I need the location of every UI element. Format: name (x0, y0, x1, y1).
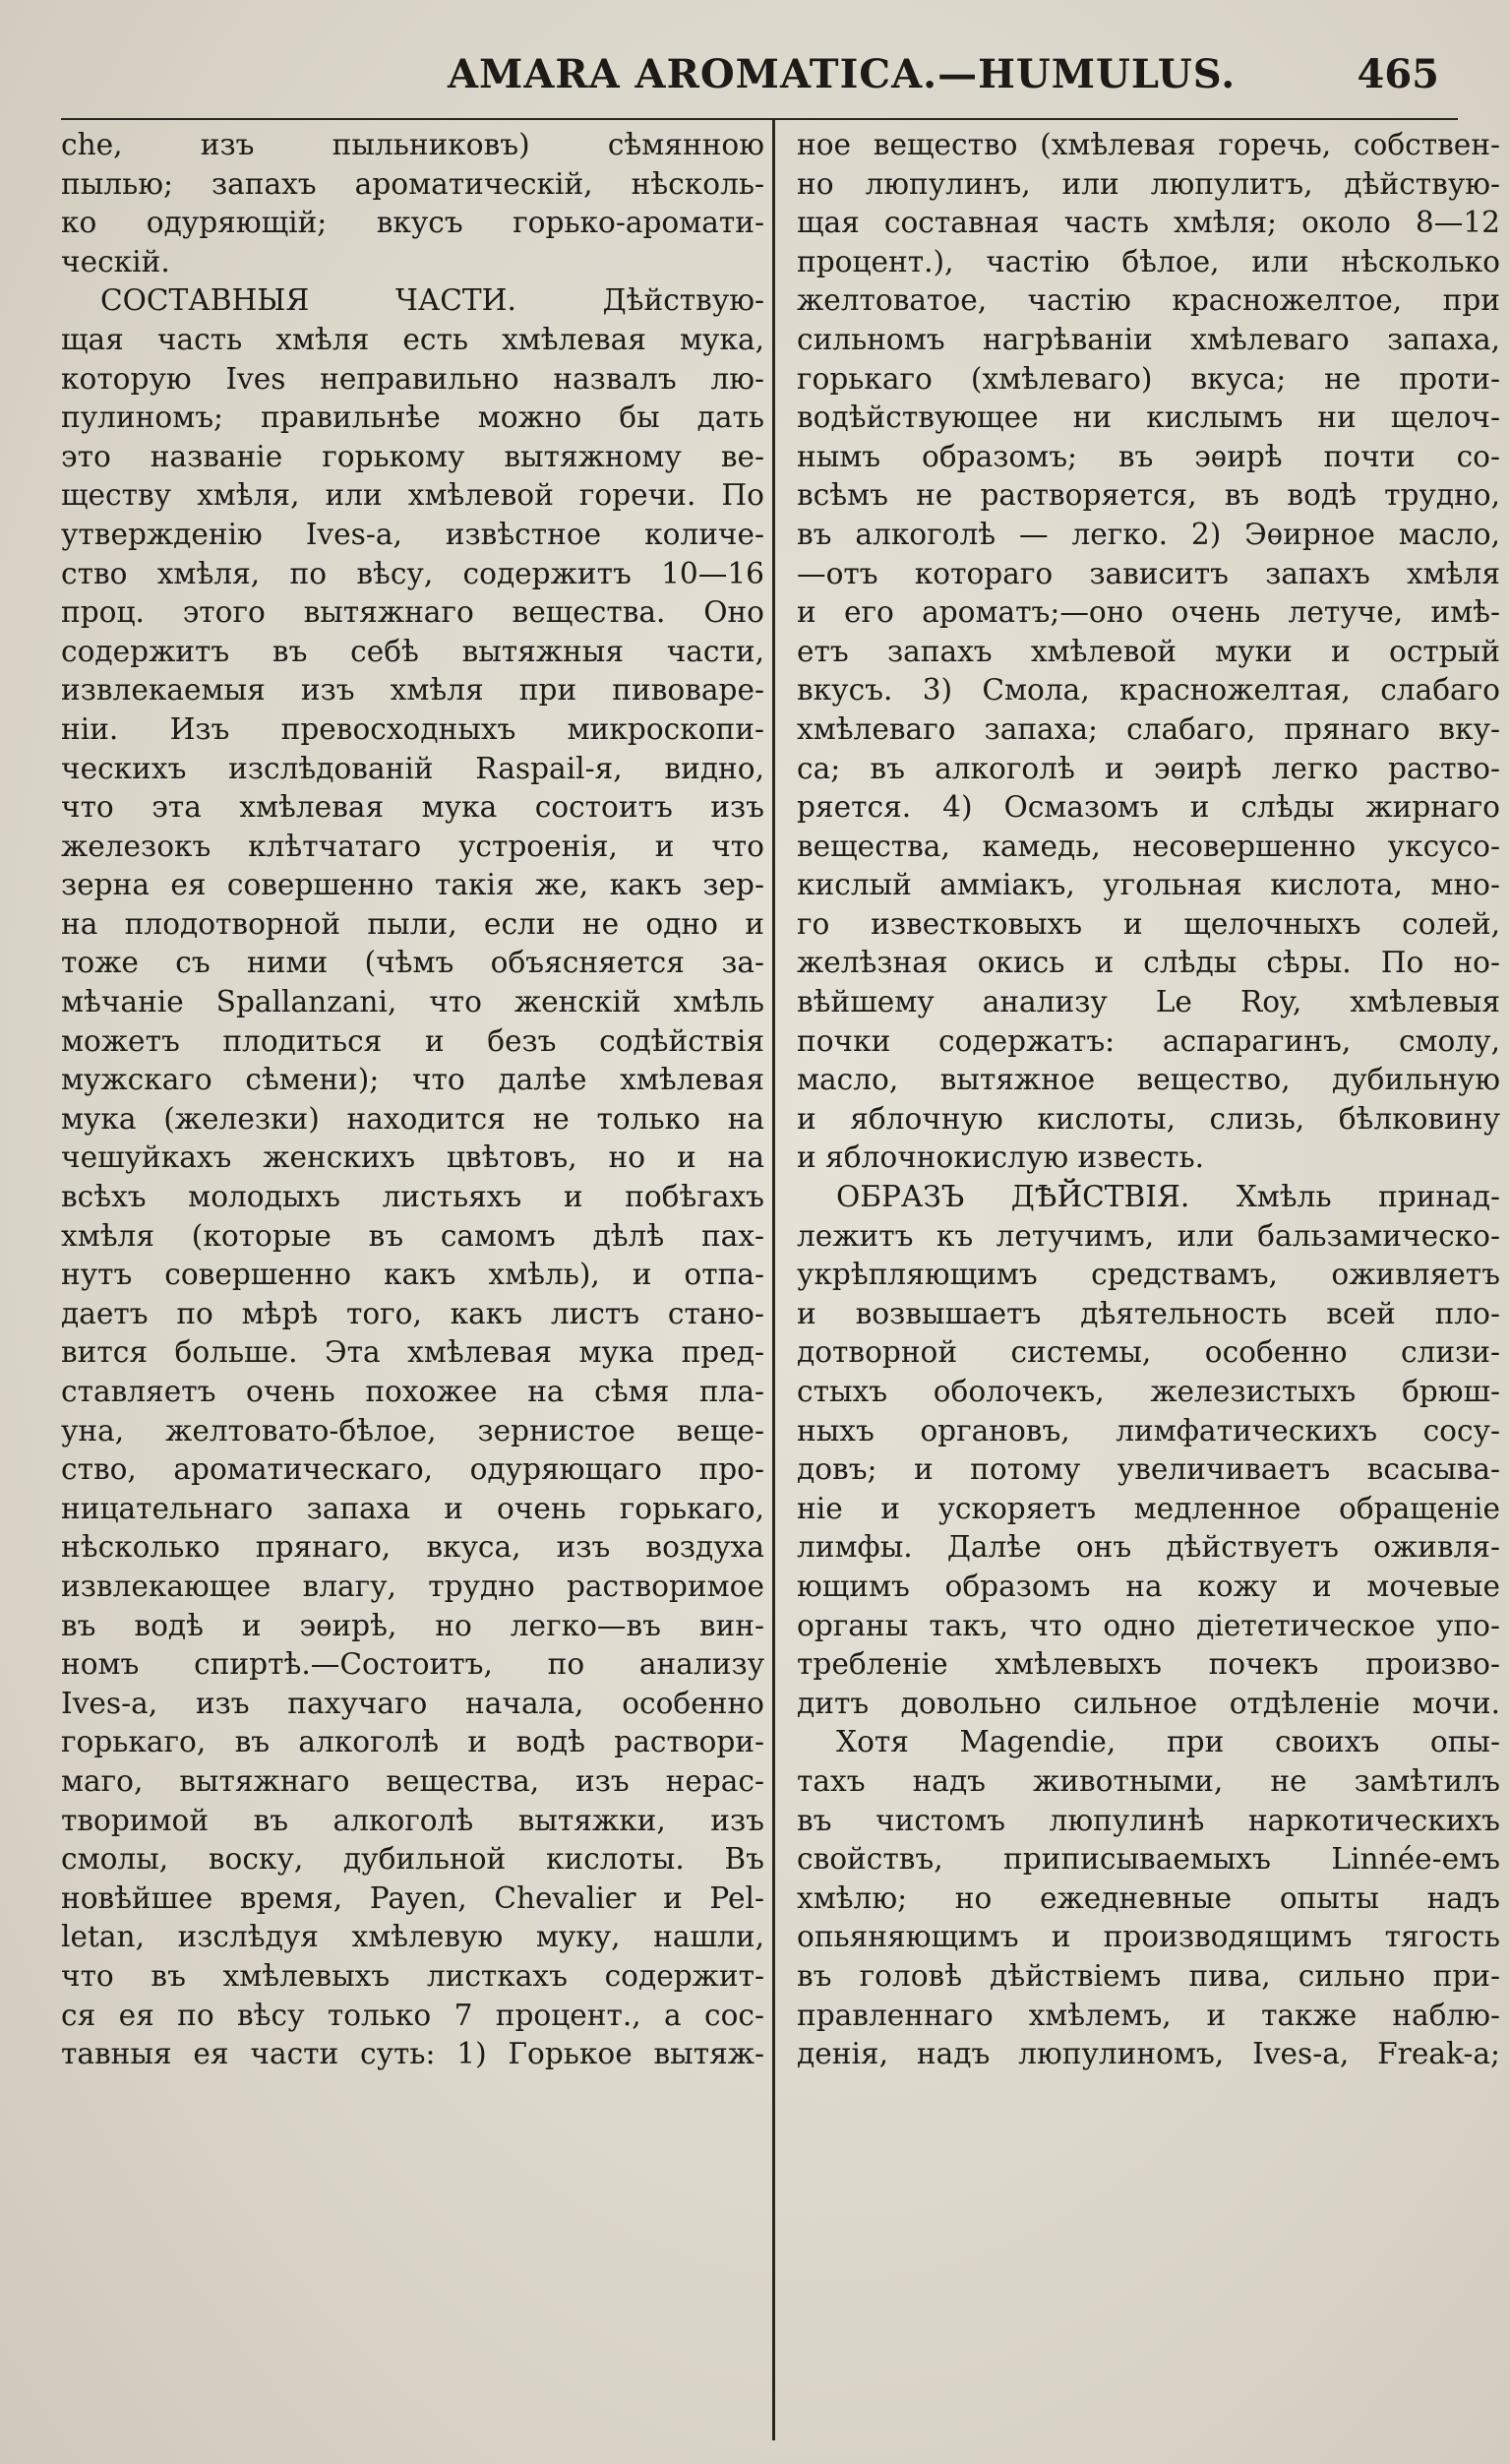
text-line: процент.), частію бѣлое, или нѣсколько (797, 244, 1500, 278)
text-line: мѣчаніе Spallanzani, что женскій хмѣль (61, 985, 764, 1019)
text-line: дитъ довольно сильное отдѣленіе мочи. (797, 1686, 1500, 1720)
text-line: извлекаемыя изъ хмѣля при пивоваре- (61, 673, 764, 708)
text-line: въ алкоголѣ — легко. 2) Эѳирное масло, (797, 517, 1500, 551)
text-line: опьяняющимъ и производящимъ тягость (797, 1920, 1500, 1954)
text-line: ныхъ органовъ, лимфатическихъ сосу- (797, 1413, 1500, 1448)
text-line: довъ; и потому увеличиваетъ всасыва- (797, 1452, 1500, 1487)
text-line: зерна ея совершенно такія же, какъ зер- (61, 868, 764, 902)
text-line: мука (железки) находится не только на (61, 1101, 764, 1136)
text-line: вещества, камедь, несовершенно уксусо- (797, 829, 1500, 863)
text-line: можетъ плодиться и безъ содѣйствія (61, 1023, 764, 1058)
text-line: даетъ по мѣрѣ того, какъ листъ стано- (61, 1296, 764, 1330)
running-title: AMARA AROMATICA.—HUMULUS. (448, 51, 1237, 97)
text-line: ницательнаго запаха и очень горькаго, (61, 1491, 764, 1525)
text-line: пулиномъ; правильнѣе можно бы дать (61, 400, 764, 435)
text-line: вѣйшему анализу Le Roy, хмѣлевыя (797, 985, 1500, 1019)
page-number: 465 (1357, 51, 1439, 97)
text-line: и его ароматъ;—оно очень летуче, имѣ- (797, 595, 1500, 630)
text-line: и яблочнокислую известь. (797, 1140, 1205, 1175)
text-line: letan, изслѣдуя хмѣлевую муку, нашли, (61, 1920, 764, 1954)
text-line: лимфы. Далѣе онъ дѣйствуетъ оживля- (797, 1530, 1500, 1565)
text-line: смолы, воску, дубильной кислоты. Въ (61, 1842, 764, 1877)
text-line: проц. этого вытяжнаго вещества. Оно (61, 595, 764, 630)
text-line: чешуйкахъ женскихъ цвѣтовъ, но и на (61, 1140, 764, 1175)
text-line: ческій. (61, 244, 170, 278)
text-line: желтоватое, частію красножелтое, при (797, 283, 1500, 318)
text-line: что эта хмѣлевая мука состоитъ изъ (61, 790, 764, 825)
text-line: правленнаго хмѣлемъ, и также наблю- (797, 1998, 1500, 2032)
text-line: органы такъ, что одно діететическое упо- (797, 1608, 1500, 1642)
text-line: на плодотворной пыли, если не одно и (61, 906, 764, 941)
text-line: ко одуряющій; вкусъ горько-аромати- (61, 206, 764, 240)
text-line: тоже съ ними (чѣмъ объясняется за- (61, 946, 764, 980)
header-rule (61, 118, 1458, 120)
text-line: уна, желтовато-бѣлое, зернистое веще- (61, 1413, 764, 1448)
text-line: щая часть хмѣля есть хмѣлевая мука, (61, 322, 764, 356)
text-line: всѣхъ молодыхъ листьяхъ и побѣгахъ (61, 1180, 764, 1214)
text-line: вкусъ. 3) Смола, красножелтая, слабаго (797, 673, 1500, 708)
text-line: содержитъ въ себѣ вытяжныя части, (61, 634, 764, 668)
text-line: горькаго, въ алкоголѣ и водѣ раствори- (61, 1725, 764, 1759)
text-line: утвержденію Ives-а, извѣстное количе- (61, 517, 764, 551)
text-line: тавныя ея части суть: 1) Горькое вытяж- (61, 2037, 764, 2071)
text-line: ществу хмѣля, или хмѣлевой горечи. По (61, 478, 764, 513)
text-line: хмѣля (которые въ самомъ дѣлѣ пах- (61, 1218, 764, 1253)
text-line: въ чистомъ люпулинѣ наркотическихъ (797, 1803, 1500, 1837)
text-line: пылью; запахъ ароматическій, нѣсколь- (61, 166, 764, 201)
text-line: нымъ образомъ; въ эѳирѣ почти со- (797, 439, 1500, 473)
text-line: го известковыхъ и щелочныхъ солей, (797, 906, 1500, 941)
text-line: Ives-а, изъ пахучаго начала, особенно (61, 1686, 764, 1720)
text-line: водѣйствующее ни кислымъ ни щелоч- (797, 400, 1500, 435)
text-line: нутъ совершенно какъ хмѣль), и отпа- (61, 1258, 764, 1292)
text-line: лежитъ къ летучимъ, или бальзамическо- (797, 1218, 1500, 1253)
text-line: ніе и ускоряетъ медленное обращеніе (797, 1491, 1500, 1525)
text-line: кислый амміакъ, угольная кислота, мно- (797, 868, 1500, 902)
text-line: щая составная часть хмѣля; около 8—12 (797, 206, 1500, 240)
text-line: творимой въ алкоголѣ вытяжки, изъ (61, 1803, 764, 1837)
text-line: всѣмъ не растворяется, въ водѣ трудно, (797, 478, 1500, 513)
text-line: —отъ котораго зависитъ запахъ хмѣля (797, 556, 1500, 590)
text-line: въ водѣ и эѳирѣ, но легко—въ вин- (61, 1608, 764, 1642)
text-line: ся ея по вѣсу только 7 процент., а сос- (61, 1998, 764, 2032)
text-line: денія, надъ люпулиномъ, Ives-а, Freak-а; (797, 2037, 1500, 2071)
text-line: ющимъ образомъ на кожу и мочевые (797, 1569, 1500, 1603)
text-line: масло, вытяжное вещество, дубильную (797, 1063, 1500, 1097)
text-line: ство хмѣля, по вѣсу, содержитъ 10—16 (61, 556, 764, 590)
text-line: ОБРАЗЪ ДѢЙСТВІЯ. Хмѣль принад- (836, 1180, 1500, 1214)
text-line: это названіе горькому вытяжному ве- (61, 439, 764, 473)
left-text-column (61, 126, 764, 2074)
column-divider (772, 118, 775, 2440)
text-line: которую Ives неправильно назвалъ лю- (61, 361, 764, 396)
right-text-column (797, 126, 1500, 2074)
text-line: горькаго (хмѣлеваго) вкуса; не проти- (797, 361, 1500, 396)
text-line: тахъ надъ животными, не замѣтилъ (797, 1763, 1500, 1798)
page-header (0, 47, 1510, 106)
text-line: ряется. 4) Осмазомъ и слѣды жирнаго (797, 790, 1500, 825)
text-line: ніи. Изъ превосходныхъ микроскопи- (61, 711, 764, 746)
text-line: и яблочную кислоты, слизь, бѣлковину (797, 1101, 1500, 1136)
text-line: и возвышаетъ дѣятельность всей пло- (797, 1296, 1500, 1330)
text-line: са; въ алкоголѣ и эѳирѣ легко раство- (797, 751, 1500, 785)
text-line: хмѣлю; но ежедневные опыты надъ (797, 1880, 1500, 1915)
text-line: новѣйшее время, Payen, Chevalier и Pel- (61, 1880, 764, 1915)
text-line: ставляетъ очень похожее на сѣмя пла- (61, 1375, 764, 1408)
text-line: ство, ароматическаго, одуряющаго про- (61, 1452, 764, 1487)
text-line: сильномъ нагрѣваніи хмѣлеваго запаха, (797, 322, 1500, 356)
text-line: che, изъ пыльниковъ) сѣмянною (61, 128, 764, 161)
text-line: хмѣлеваго запаха; слабаго, прянаго вку- (797, 711, 1500, 746)
text-line: почки содержатъ: аспарагинъ, смолу, (797, 1023, 1500, 1058)
text-line: железокъ клѣтчатаго устроенія, и что (61, 829, 764, 863)
text-line: укрѣпляющимъ средствамъ, оживляетъ (797, 1258, 1500, 1292)
text-line: но люпулинъ, или люпулитъ, дѣйствую- (797, 166, 1500, 201)
text-line: дотворной системы, особенно слизи- (797, 1335, 1500, 1370)
text-line: мужскаго сѣмени); что далѣе хмѣлевая (61, 1063, 764, 1097)
text-line: вится больше. Эта хмѣлевая мука пред- (61, 1335, 764, 1370)
text-line: ческихъ изслѣдованій Raspail-я, видно, (61, 751, 764, 785)
text-line: желѣзная окись и слѣды сѣры. По но- (797, 946, 1500, 980)
text-line: СОСТАВНЫЯ ЧАСТИ. Дѣйствую- (100, 283, 764, 318)
text-line: свойствъ, приписываемыхъ Linnée-емъ (797, 1842, 1500, 1877)
text-line: ное вещество (хмѣлевая горечь, собствен- (797, 128, 1500, 161)
text-line: требленіе хмѣлевыхъ почекъ произво- (797, 1647, 1500, 1682)
text-line: нѣсколько прянаго, вкуса, изъ воздуха (61, 1530, 764, 1565)
text-line: въ головѣ дѣйствіемъ пива, сильно при- (797, 1958, 1500, 1993)
text-line: стыхъ оболочекъ, железистыхъ брюш- (797, 1375, 1500, 1408)
text-line: етъ запахъ хмѣлевой муки и острый (797, 634, 1500, 668)
text-line: Хотя Magendie, при своихъ опы- (836, 1725, 1500, 1759)
text-line: что въ хмѣлевыхъ листкахъ содержит- (61, 1958, 764, 1993)
text-line: извлекающее влагу, трудно растворимое (61, 1569, 764, 1603)
text-line: номъ спиртѣ.—Состоитъ, по анализу (61, 1647, 764, 1682)
text-line: маго, вытяжнаго вещества, изъ нерас- (61, 1763, 764, 1798)
